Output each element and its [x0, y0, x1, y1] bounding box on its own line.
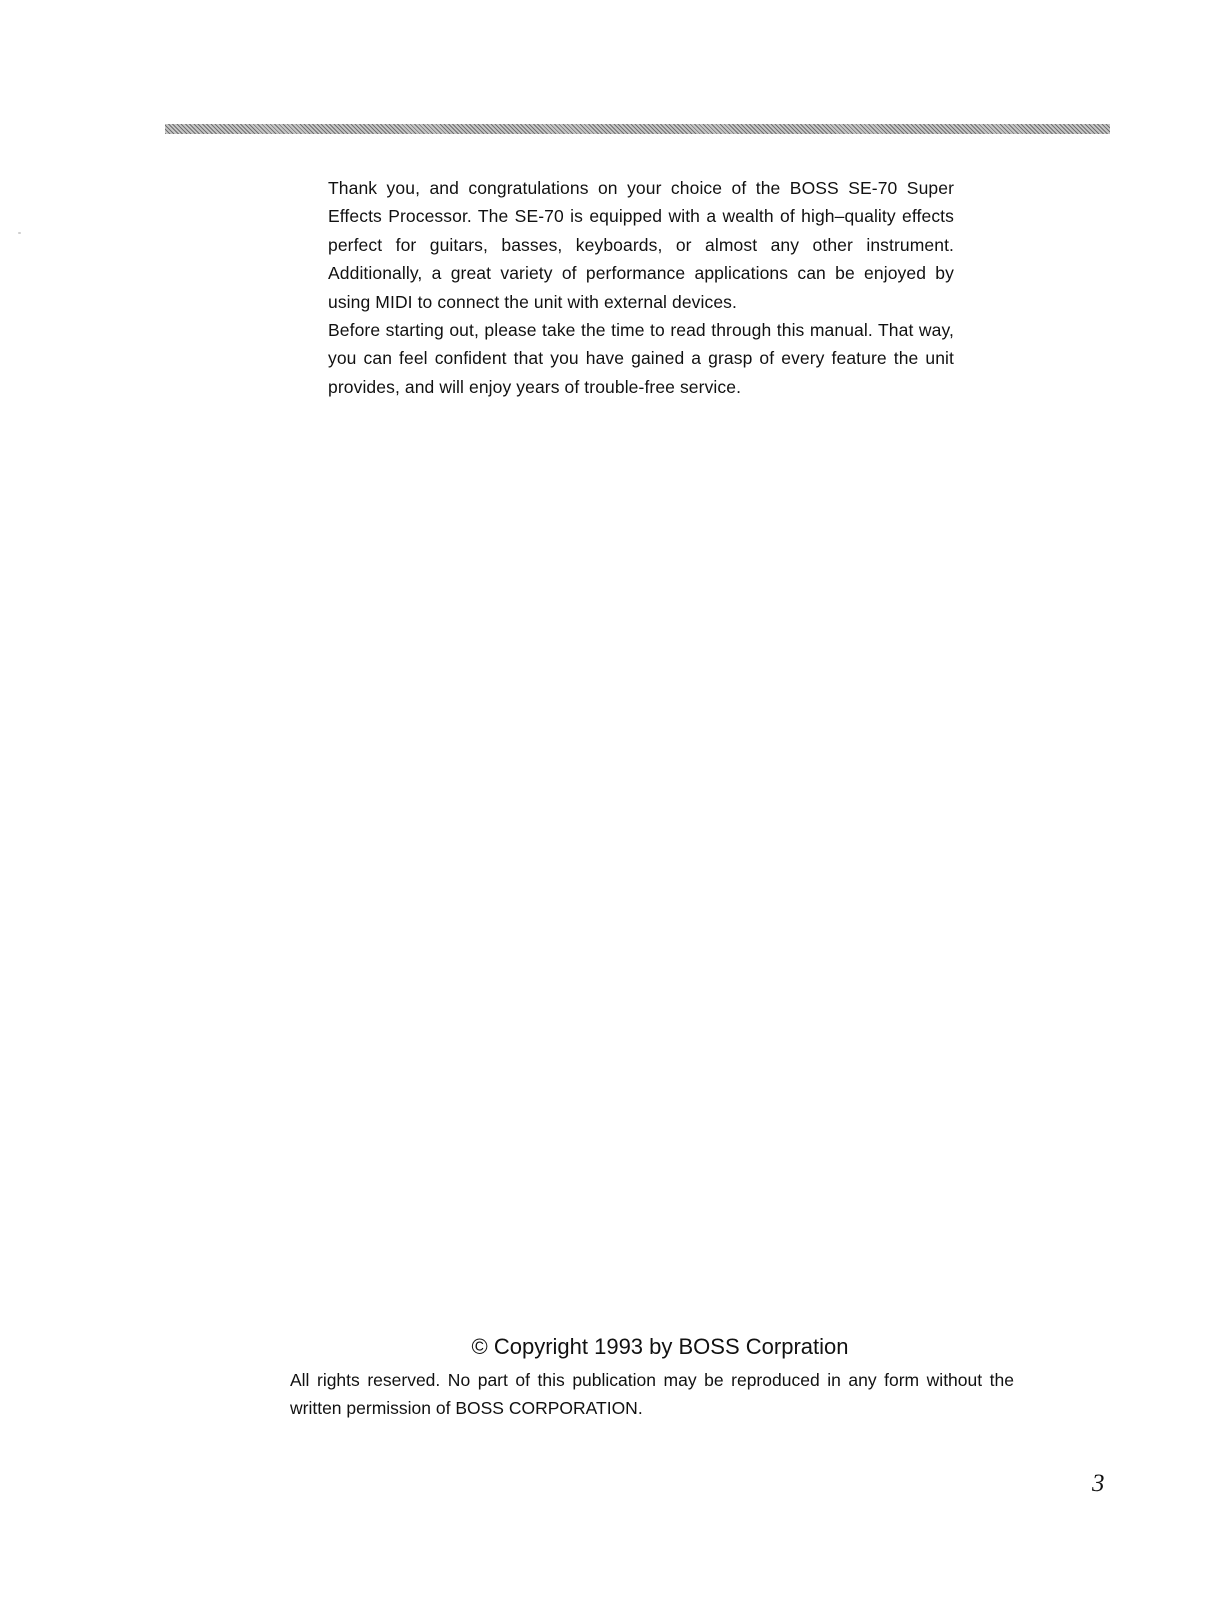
- intro-text: [328, 174, 954, 401]
- scan-speck: [18, 232, 21, 234]
- intro-paragraph-thanks: Thank you, and congratulations on your choice of the BOSS SE-70 Super Effects Processor. The SE-70 is equipped with a wealth of high–quality effects perfect for guitars, basses, keyboards, or almost any other instrument. Additionally, a great variety of performance applications can be enjoyed by using MIDI to connect the unit with external devices.: [328, 178, 954, 312]
- copyright-heading: © Copyright 1993 by BOSS Corpration: [471, 1334, 849, 1359]
- page-number: 3: [1092, 1470, 1105, 1497]
- header-rule: [165, 124, 1110, 134]
- copyright-notice: All rights reserved. No part of this publication may be reproduced in any form without the written permission of BOSS CORPORATION.: [290, 1370, 1014, 1419]
- intro-paragraph-read-manual: Before starting out, please take the time to read through this manual. That way, you can feel confident that you have gained a grasp of every feature the unit provides, and will enjoy years of trouble-free service.: [328, 320, 954, 397]
